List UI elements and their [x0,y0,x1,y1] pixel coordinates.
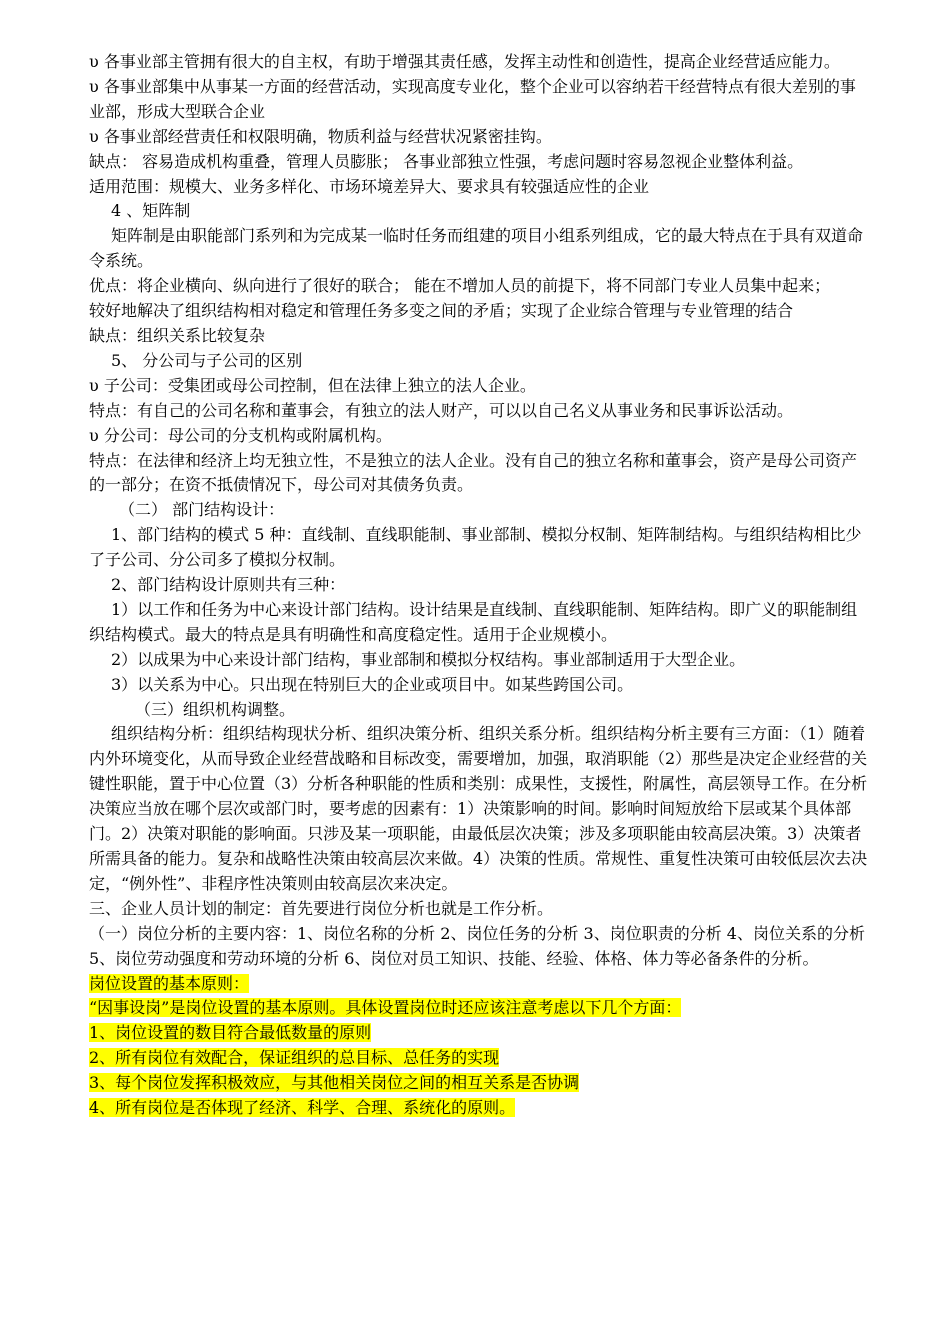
highlighted-paragraph [89,996,869,1021]
paragraph [89,648,869,673]
paragraph-text: 矩阵制是由职能部门系列和为完成某一临时任务而组建的项目小组系列组成，它的最大特点在于具有双道命令系统。 [89,226,864,271]
highlighted-paragraph [89,1021,869,1046]
paragraph-text: υ 各事业部主管拥有很大的自主权，有助于增强其责任感，发挥主动性和创造性，提高企业经营适应能力。 [89,52,840,71]
paragraph-text: 较好地解决了组织结构相对稳定和管理任务多变之间的矛盾；实现了企业综合管理与专业管理的结合 [89,301,794,321]
paragraph-text: 特点：有自己的公司名称和董事会，有独立的法人财产，可以以自己名义从事业务和民事诉讼活动。 [89,400,794,420]
paragraph-text: υ 子公司：受集团或母公司控制，但在法律上独立的法人企业。 [89,375,536,395]
paragraph-text: 2、部门结构设计原则共有三种： [111,575,346,595]
paragraph-text: 组织结构分析：组织结构现状分析、组织决策分析、组织关系分析。组织结构分析主要有三方面：（1）随着内外环境变化，从而导致企业经营战略和目标改变，需要增加，加强，取消职能（2）那些是决定企业经营的关键性职能，置于中心位置（3）分析各种职能的性质和类别：成果性，支援性，附属性，高层领导工作。在分析决策应当放在哪个层次或部门时，要考虑的因素有：1）决策影响的时间。影响时间短放给下层或某个具体部门。2）决策对职能的影响面。只涉及某一项职能，由最低层次决策；涉及多项职能由较高层决策。3）决策者所需具备的能力。复杂和战略性决策由较高层次来做。4）决策的性质。常规性、重复性决策可由较低层次去决定，“例外性”、非程序性决策则由较高层次来决定。 [89,724,868,893]
paragraph [89,150,869,175]
paragraph [89,673,869,698]
paragraph [89,274,869,299]
paragraph-text: 4 、矩阵制 [111,201,191,221]
paragraph-text: 3）以关系为中心。只出现在特别巨大的企业或项目中。如某些跨国公司。 [111,674,634,694]
highlighted-paragraph [89,1046,869,1071]
paragraph-text: （二） 部门结构设计： [119,500,285,520]
paragraph-text: （三）组织机构调整。 [135,699,296,719]
paragraph-text: 2、所有岗位有效配合，保证组织的总目标、总任务的实现 [89,1048,500,1068]
paragraph-text: 5、 分公司与子公司的区别 [111,350,303,370]
paragraph-text: υ 各事业部集中从事某一方面的经营活动，实现高度专业化，整个企业可以容纳若干经营特点有很大差别的事业部，形成大型联合企业 [89,76,856,121]
paragraph-text: υ 各事业部经营责任和权限明确，物质利益与经营状况紧密挂钩。 [89,126,552,146]
paragraph [89,374,869,399]
paragraph [89,175,869,200]
paragraph-text: 缺点：组织关系比较复杂 [89,325,266,345]
paragraph [89,125,869,150]
paragraph [89,299,869,324]
paragraph-text: 4、所有岗位是否体现了经济、科学、合理、系统化的原则。 [89,1098,516,1118]
paragraph [89,449,869,499]
paragraph-text: 三、企业人员计划的制定：首先要进行岗位分析也就是工作分析。 [89,898,554,918]
paragraph-text: 优点：将企业横向、纵向进行了很好的联合； 能在不增加人员的前提下，将不同部门专业人员集中起来； [89,276,831,296]
paragraph [89,75,869,125]
paragraph [89,698,869,723]
paragraph [89,722,869,896]
paragraph-text: 岗位设置的基本原则： [89,973,250,993]
paragraph-text: 1、部门结构的模式 5 种：直线制、直线职能制、事业部制、模拟分权制、矩阵制结构。与组织结构相比少了子公司、分公司多了模拟分权制。 [89,525,862,570]
paragraph [89,224,869,274]
paragraph [89,349,869,374]
paragraph-text: 适用范围：规模大、业务多样化、市场环境差异大、要求具有较强适应性的企业 [89,176,650,196]
paragraph [89,573,869,598]
paragraph [89,399,869,424]
paragraph [89,897,869,922]
paragraph [89,324,869,349]
paragraph-text: “因事设岗”是岗位设置的基本原则。具体设置岗位时还应该注意考虑以下几个方面： [89,998,682,1018]
highlighted-paragraph [89,972,869,997]
highlighted-paragraph [89,1096,869,1121]
paragraph-text: 3、每个岗位发挥积极效应，与其他相关岗位之间的相互关系是否协调 [89,1073,580,1093]
paragraph [89,598,869,648]
paragraph-text: υ 分公司：母公司的分支机构或附属机构。 [89,425,392,445]
paragraph-text: （一）岗位分析的主要内容：1、岗位名称的分析 2、岗位任务的分析 3、岗位职责的分析 4、岗位关系的分析 5、岗位劳动强度和劳动环境的分析 6、岗位对员工知识、技能、经验、体格、体力等必备条件的分析。 [89,923,865,968]
document-body [89,50,869,1121]
paragraph [89,199,869,224]
paragraph [89,50,869,75]
paragraph [89,498,869,523]
paragraph [89,922,869,972]
paragraph-text: 缺点： 容易造成机构重叠，管理人员膨胀； 各事业部独立性强，考虑问题时容易忽视企业整体利益。 [89,151,804,171]
paragraph-text: 特点：在法律和经济上均无独立性，不是独立的法人企业。没有自己的独立名称和董事会，资产是母公司资产的一部分；在资不抵债情况下，母公司对其债务负责。 [89,450,858,495]
paragraph-text: 2）以成果为中心来设计部门结构，事业部制和模拟分权结构。事业部制适用于大型企业。 [111,649,746,669]
paragraph-text: 1、岗位设置的数目符合最低数量的原则 [89,1023,372,1043]
paragraph-text: 1）以工作和任务为中心来设计部门结构。设计结果是直线制、直线职能制、矩阵结构。即广义的职能制组织结构模式。最大的特点是具有明确性和高度稳定性。适用于企业规模小。 [89,599,858,644]
highlighted-paragraph [89,1071,869,1096]
paragraph [89,424,869,449]
paragraph [89,523,869,573]
